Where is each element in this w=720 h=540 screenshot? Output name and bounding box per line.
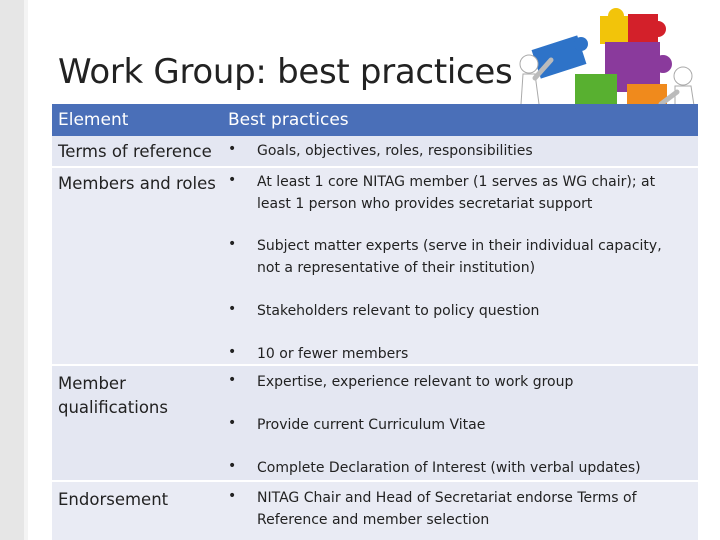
element-cell: Terms of reference [58, 142, 212, 161]
header-element: Element [58, 110, 129, 130]
bullet: • [228, 172, 237, 188]
best-practices-table [52, 104, 698, 528]
practice-item: NITAG Chair and Head of Secretariat endorse Terms of Reference and member selection [257, 490, 637, 528]
bullet: • [228, 344, 237, 360]
table-row-members-and-roles [52, 168, 698, 364]
header-best-practices: Best practices [228, 110, 349, 130]
practice-item: Provide current Curriculum Vitae [257, 417, 486, 433]
table-row-endorsement [52, 482, 698, 540]
bullet: • [228, 488, 237, 504]
practice-item: Complete Declaration of Interest (with verbal updates) [257, 460, 641, 476]
practice-item: At least 1 core NITAG member (1 serves as WG chair); at least 1 person who provides secretariat support [257, 174, 656, 212]
element-cell: Members and roles [58, 174, 216, 193]
bullet: • [228, 415, 237, 431]
slide-title: Work Group: best practices [58, 52, 513, 92]
table-row-terms-of-reference [52, 136, 698, 166]
bullet: • [228, 236, 237, 252]
practice-item: Subject matter experts (serve in their individual capacity, not a representative of their institution) [257, 238, 662, 276]
slide-left-margin-highlight [24, 0, 28, 540]
practice-item: Goals, objectives, roles, responsibilities [257, 143, 533, 159]
element-cell: Endorsement [58, 490, 169, 509]
bullet: • [228, 458, 237, 474]
element-cell: Member qualifications [58, 374, 168, 417]
practice-item: Stakeholders relevant to policy question [257, 303, 540, 319]
bullet: • [228, 372, 237, 388]
table-header [52, 104, 698, 136]
practice-item: Expertise, experience relevant to work group [257, 374, 574, 390]
slide-left-margin [0, 0, 24, 540]
practice-item: 10 or fewer members [257, 346, 409, 362]
table-row-member-qualifications [52, 366, 698, 480]
bullet: • [228, 301, 237, 317]
bullet: • [228, 141, 237, 157]
